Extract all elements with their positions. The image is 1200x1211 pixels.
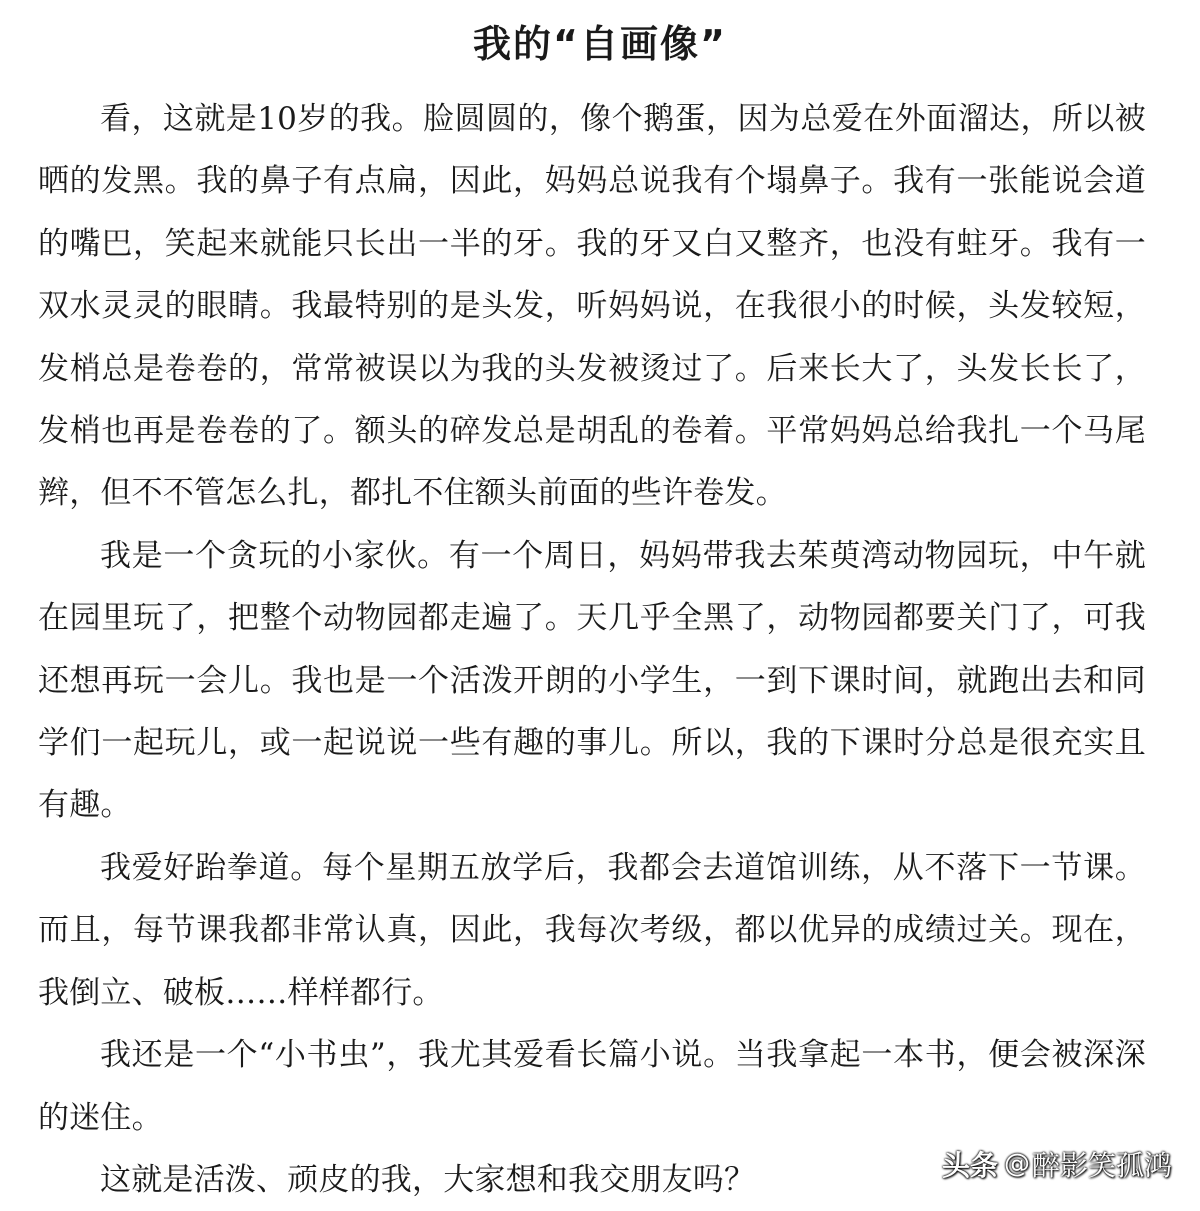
- watermark-author: 醉影笑孤鸿: [1031, 1149, 1172, 1182]
- paragraph-4: 我还是一个“小书虫”，我尤其爱看长篇小说。当我拿起一本书，便会被深深的迷住。: [38, 1037, 1146, 1136]
- at-icon: @: [1003, 1149, 1030, 1179]
- watermark-brand: 头条: [941, 1149, 998, 1182]
- paragraph-3: 我爱好跆拳道。每个星期五放学后，我都会去道馆训练，从不落下一节课。而且，每节课我都非常认真，因此，我每次考级，都以优异的成绩过关。现在，我倒立、破板……样样都行。: [38, 849, 1146, 1011]
- document-title: 我的“自画像”: [473, 22, 727, 66]
- document-body: [38, 88, 1146, 1211]
- paragraph-2: 我是一个贪玩的小家伙。有一个周日，妈妈带我去茱萸湾动物园玩，中午就在园里玩了，把整个动物园都走遍了。天几乎全黑了，动物园都要关门了，可我还想再玩一会儿。我也是一个活泼开朗的小学生，一到下课时间，就跑出去和同学们一起玩儿，或一起说说一些有趣的事儿。所以，我的下课时分总是很充实且有趣。: [38, 537, 1146, 824]
- watermark: [942, 1144, 1172, 1184]
- paragraph-1: 看，这就是10岁的我。脸圆圆的，像个鹅蛋，因为总爱在外面溜达，所以被晒的发黑。我的鼻子有点扁，因此，妈妈总说我有个塌鼻子。我有一张能说会道的嘴巴，笑起来就能只长出一半的牙。我的牙又白又整齐，也没有蛀牙。我有一双水灵灵的眼睛。我最特别的是头发，听妈妈说，在我很小的时候，头发较短，发梢总是卷卷的，常常被误以为我的头发被烫过了。后来长大了，头发长长了，发梢也再是卷卷的了。额头的碎发总是胡乱的卷着。平常妈妈总给我扎一个马尾辫，但不不管怎么扎，都扎不住额头前面的些许卷发。: [38, 101, 1146, 512]
- paragraph-5: 这就是活泼、顽皮的我，大家想和我交朋友吗？: [100, 1161, 756, 1198]
